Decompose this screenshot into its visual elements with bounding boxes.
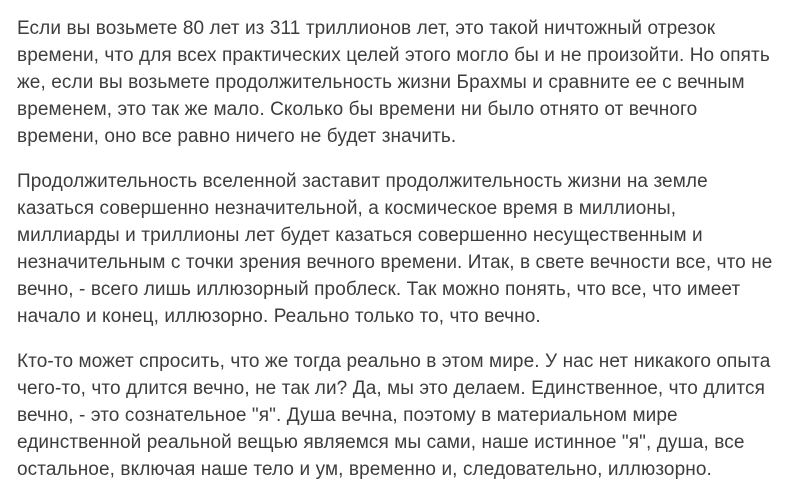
paragraph-2: Продолжительность вселенной заставит продолжительность жизни на земле казаться совершенно незначительной, а космическое время в миллионы, миллиарды и триллионы лет будет казаться совершенно несущественным и незначительным с точки зрения вечного времени. Итак, в свете вечности все, что не вечно, - всего лишь иллюзорный проблеск. Так можно понять, что все, что имеет начало и конец, иллюзорно. Реально только то, что вечно. (17, 171, 773, 327)
paragraph-1: Если вы возьмете 80 лет из 311 триллионов лет, это такой ничтожный отрезок времени, что для всех практических целей этого могло бы и не произойти. Но опять же, если вы возьмете продолжительность жизни Брахмы и сравните ее с вечным временем, это так же мало. Сколько бы времени ни было отнято от вечного времени, оно все равно ничего не будет значить. (17, 18, 770, 147)
paragraph-3: Кто-то может спросить, что же тогда реально в этом мире. У нас нет никакого опыта чего-то, что длится вечно, не так ли? Да, мы это делаем. Единственное, что длится вечно, - это сознательное "я". Душа вечна, поэтому в материальном мире единственной реальной вещью являемся мы сами, наше истинное "я", душа, все остальное, включая наше тело и ум, временно и, следовательно, иллюзорно. (17, 351, 771, 480)
